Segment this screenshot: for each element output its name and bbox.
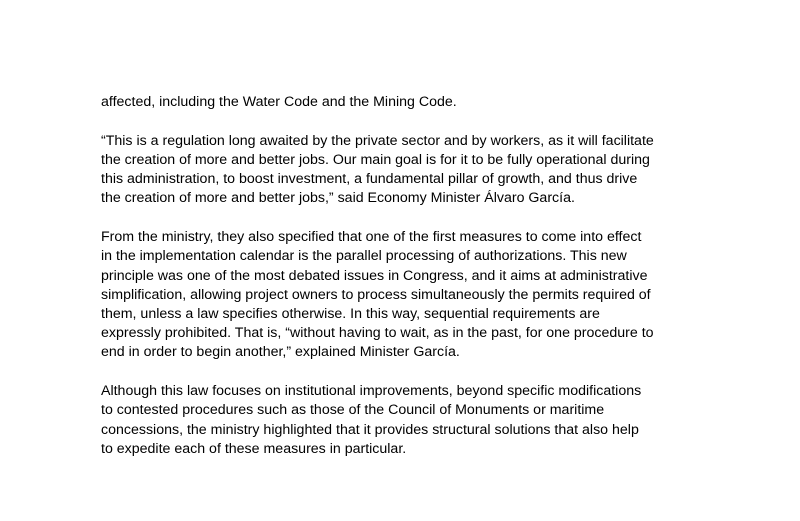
paragraph-line: “This is a regulation long awaited by the private sector and by workers, as it will facilitate <box>101 132 654 149</box>
document-body <box>101 93 701 479</box>
paragraph-line: the creation of more and better jobs. Our main goal is for it to be fully operational during <box>101 152 650 168</box>
paragraph-line: to contested procedures such as those of the Council of Monuments or maritime <box>101 402 605 419</box>
paragraph-line: end in order to begin another,” explained Minister García. <box>101 344 460 361</box>
paragraph-line: the creation of more and better jobs,” said Economy Minister Álvaro García. <box>101 190 575 207</box>
paragraph-line: this administration, to boost investment, a fundamental pillar of growth, and thus drive <box>101 171 638 188</box>
paragraph-line: expressly prohibited. That is, “without having to wait, as in the past, for one procedure to <box>101 325 654 342</box>
paragraph-line: concessions, the ministry highlighted that it provides structural solutions that also help <box>101 421 639 438</box>
paragraph-line: them, unless a law specifies otherwise. In this way, sequential requirements are <box>101 306 600 323</box>
paragraph-4 <box>101 382 701 459</box>
paragraph-line: Although this law focuses on institutional improvements, beyond specific modifications <box>101 383 642 400</box>
paragraph-line: simplification, allowing project owners to process simultaneously the permits required of <box>101 286 651 303</box>
paragraph-1 <box>101 93 701 112</box>
paragraph-line: affected, including the Water Code and the Mining Code. <box>101 94 457 110</box>
paragraph-2 <box>101 132 701 209</box>
paragraph-3 <box>101 228 701 362</box>
paragraph-line: From the ministry, they also specified that one of the first measures to come into effect <box>101 229 642 246</box>
paragraph-line: to expedite each of these measures in particular. <box>101 440 407 457</box>
paragraph-line: principle was one of the most debated issues in Congress, and it aims at administrative <box>101 267 648 284</box>
paragraph-line: in the implementation calendar is the parallel processing of authorizations. This new <box>101 248 627 265</box>
